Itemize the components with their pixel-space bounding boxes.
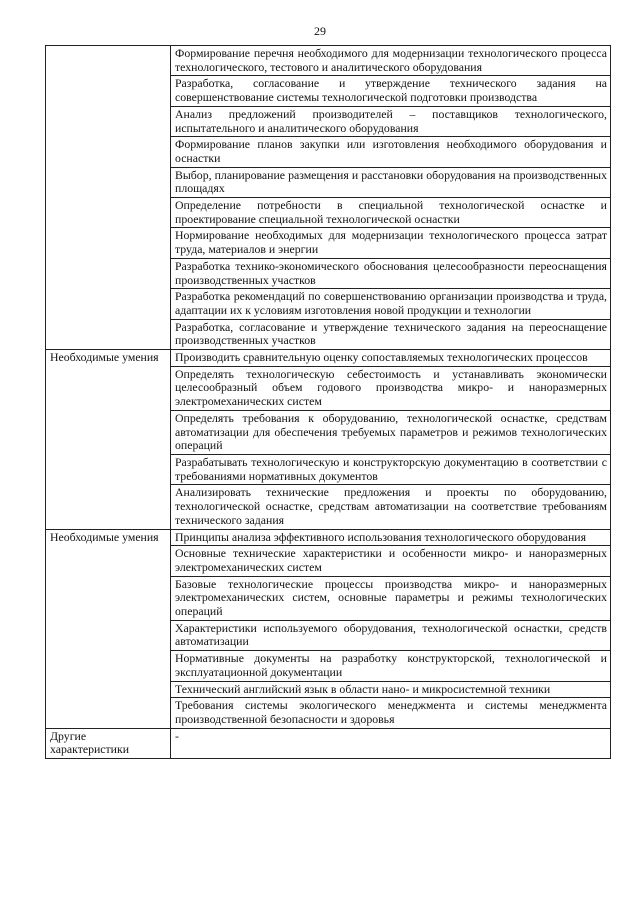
other-label: Другие характеристики: [46, 728, 171, 758]
skill-item: Определять технологическую себестоимость и устанавливать экономически целесообразный объем годового производства микро- и наноразмерных электромеханических систем: [171, 366, 611, 410]
skill-item: Определять требования к оборудованию, технологической оснастке, средствам автоматизации для обеспечения требуемых параметров и режимов технологических операций: [171, 410, 611, 454]
page-number: 29: [314, 24, 326, 38]
action-item: Анализ предложений производителей – поставщиков технологического, испытательного и аналитического оборудования: [171, 106, 611, 136]
action-item: Разработка технико-экономического обоснования целесообразности переоснащения производственных участков: [171, 258, 611, 288]
table-row: [46, 529, 611, 546]
action-item: Разработка, согласование и утверждение технического задания на совершенствование системы технологической подготовки производства: [171, 76, 611, 106]
competency-table: [45, 45, 611, 759]
skills-label: Необходимые умения: [46, 350, 171, 529]
table-row: [46, 46, 611, 76]
action-item: Формирование перечня необходимого для модернизации технологического процесса технологического, тестового и аналитического оборудования: [171, 46, 611, 76]
action-item: Выбор, планирование размещения и расстановки оборудования на производственных площадях: [171, 167, 611, 197]
action-item: Формирование планов закупки или изготовления необходимого оборудования и оснастки: [171, 137, 611, 167]
skill-item: Разрабатывать технологическую и конструкторскую документацию в соответствии с требованиями нормативных документов: [171, 454, 611, 484]
action-item: Разработка рекомендаций по совершенствованию организации производства и труда, адаптации их к условиям изготовления новой продукции и технологии: [171, 289, 611, 319]
knowledge-item: Основные технические характеристики и особенности микро- и наноразмерных электромеханических систем: [171, 546, 611, 576]
skill-item: Анализировать технические предложения и проекты по оборудованию, технологической оснастке, средствам автоматизации на соответствие требованиям технического задания: [171, 485, 611, 529]
other-value: -: [171, 728, 611, 758]
action-item: Разработка, согласование и утверждение технического задания на переоснащение производственных участков: [171, 319, 611, 349]
knowledge-item: Принципы анализа эффективного использования технологического оборудования: [171, 529, 611, 546]
knowledge-item: Нормативные документы на разработку конструкторской, технологической и эксплуатационной документации: [171, 651, 611, 681]
knowledge-label: Необходимые умения: [46, 529, 171, 728]
table-row: [46, 728, 611, 758]
knowledge-item: Требования системы экологического менеджмента и системы менеджмента производственной безопасности и здоровья: [171, 698, 611, 728]
knowledge-item: Характеристики используемого оборудования, технологической оснастки, средств автоматизации: [171, 620, 611, 650]
table-row: [46, 350, 611, 367]
skill-item: Производить сравнительную оценку сопоставляемых технологических процессов: [171, 350, 611, 367]
action-item: Нормирование необходимых для модернизации технологического процесса затрат труда, материалов и энергии: [171, 228, 611, 258]
knowledge-item: Базовые технологические процессы производства микро- и наноразмерных электромеханических систем, основные параметры и режимы технологических операций: [171, 576, 611, 620]
knowledge-item: Технический английский язык в области нано- и микросистемной техники: [171, 681, 611, 698]
label-cell-empty: [46, 46, 171, 350]
action-item: Определение потребности в специальной технологической оснастке и проектирование специальной технологической оснастки: [171, 198, 611, 228]
